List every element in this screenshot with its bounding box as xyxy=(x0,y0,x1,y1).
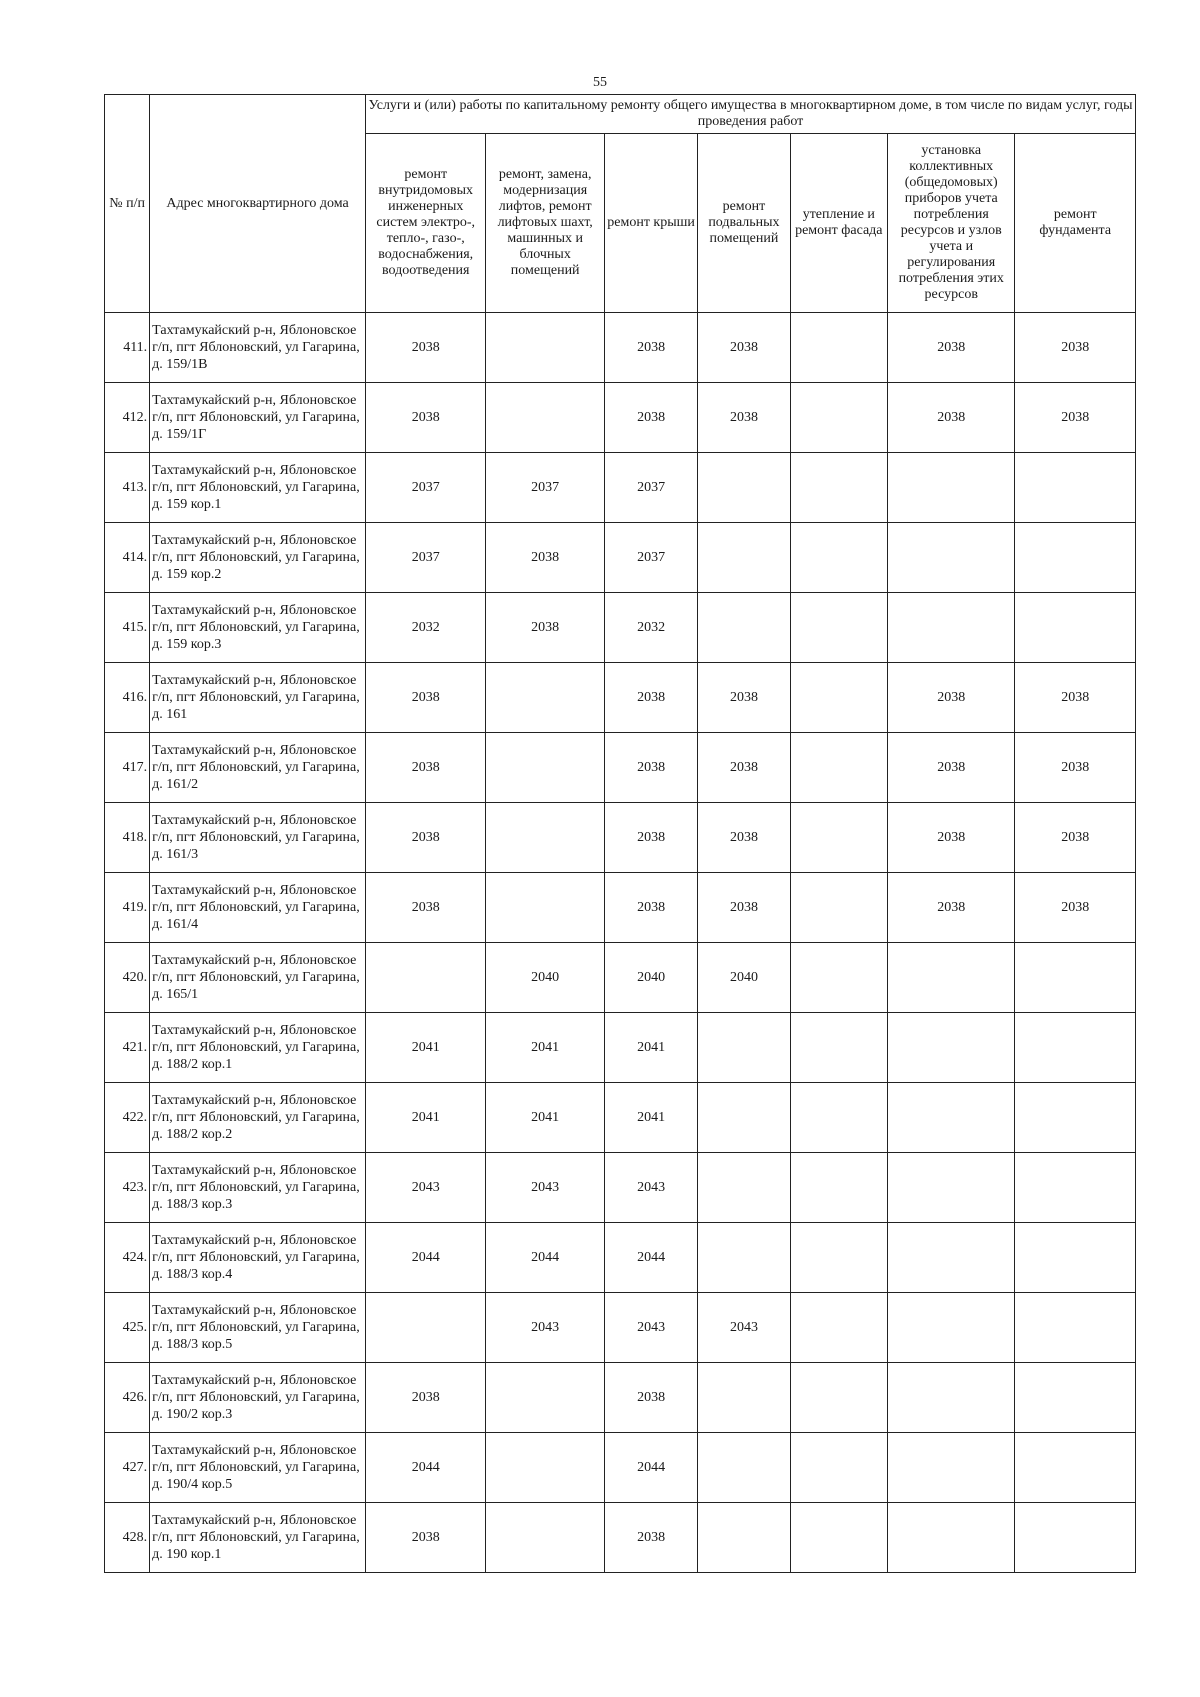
table-row xyxy=(105,803,1136,873)
row-address: Тахтамукайский р-н, Яблоновское г/п, пгт Яблоновский, ул Гагарина, д. 159 кор.3 xyxy=(150,593,366,663)
year-meters: 2038 xyxy=(887,733,1014,803)
year-elevators xyxy=(486,663,604,733)
year-foundation xyxy=(1015,1503,1136,1573)
year-basement xyxy=(698,1363,790,1433)
year-meters: 2038 xyxy=(887,663,1014,733)
row-number: 424. xyxy=(105,1223,150,1293)
year-elevators xyxy=(486,313,604,383)
year-engineering-systems: 2038 xyxy=(366,733,486,803)
year-foundation xyxy=(1015,1223,1136,1293)
year-roof: 2038 xyxy=(604,1363,697,1433)
year-meters xyxy=(887,1433,1014,1503)
row-number: 412. xyxy=(105,383,150,453)
year-foundation xyxy=(1015,1153,1136,1223)
year-foundation xyxy=(1015,1363,1136,1433)
year-roof: 2038 xyxy=(604,803,697,873)
year-facade xyxy=(790,803,887,873)
year-roof: 2037 xyxy=(604,453,697,523)
year-basement xyxy=(698,593,790,663)
table-row xyxy=(105,873,1136,943)
year-facade xyxy=(790,1083,887,1153)
year-meters xyxy=(887,523,1014,593)
year-engineering-systems xyxy=(366,1293,486,1363)
row-address: Тахтамукайский р-н, Яблоновское г/п, пгт Яблоновский, ул Гагарина, д. 190/4 кор.5 xyxy=(150,1433,366,1503)
year-meters xyxy=(887,1153,1014,1223)
year-elevators: 2040 xyxy=(486,943,604,1013)
year-meters xyxy=(887,1503,1014,1573)
year-meters xyxy=(887,1223,1014,1293)
year-basement: 2038 xyxy=(698,803,790,873)
year-engineering-systems: 2041 xyxy=(366,1083,486,1153)
year-facade xyxy=(790,1013,887,1083)
row-number: 413. xyxy=(105,453,150,523)
year-elevators xyxy=(486,873,604,943)
year-engineering-systems: 2044 xyxy=(366,1223,486,1293)
year-engineering-systems: 2041 xyxy=(366,1013,486,1083)
year-basement xyxy=(698,1013,790,1083)
col-header-basement: ремонт подвальных помещений xyxy=(698,134,790,313)
row-address: Тахтамукайский р-н, Яблоновское г/п, пгт Яблоновский, ул Гагарина, д. 159 кор.1 xyxy=(150,453,366,523)
year-engineering-systems: 2043 xyxy=(366,1153,486,1223)
year-basement xyxy=(698,523,790,593)
row-address: Тахтамукайский р-н, Яблоновское г/п, пгт Яблоновский, ул Гагарина, д. 190 кор.1 xyxy=(150,1503,366,1573)
year-foundation: 2038 xyxy=(1015,873,1136,943)
row-address: Тахтамукайский р-н, Яблоновское г/п, пгт Яблоновский, ул Гагарина, д. 159/1Г xyxy=(150,383,366,453)
year-basement xyxy=(698,1223,790,1293)
year-roof: 2037 xyxy=(604,523,697,593)
year-roof: 2038 xyxy=(604,873,697,943)
year-basement xyxy=(698,453,790,523)
year-facade xyxy=(790,1293,887,1363)
table-row xyxy=(105,1433,1136,1503)
year-elevators: 2038 xyxy=(486,593,604,663)
year-foundation xyxy=(1015,593,1136,663)
year-basement: 2038 xyxy=(698,383,790,453)
year-basement: 2038 xyxy=(698,663,790,733)
year-foundation: 2038 xyxy=(1015,383,1136,453)
year-foundation xyxy=(1015,453,1136,523)
row-number: 415. xyxy=(105,593,150,663)
year-roof: 2038 xyxy=(604,383,697,453)
year-facade xyxy=(790,1503,887,1573)
year-roof: 2044 xyxy=(604,1223,697,1293)
year-elevators xyxy=(486,1503,604,1573)
year-basement xyxy=(698,1153,790,1223)
row-address: Тахтамукайский р-н, Яблоновское г/п, пгт Яблоновский, ул Гагарина, д. 161/3 xyxy=(150,803,366,873)
year-foundation xyxy=(1015,523,1136,593)
row-address: Тахтамукайский р-н, Яблоновское г/п, пгт Яблоновский, ул Гагарина, д. 161 xyxy=(150,663,366,733)
row-address: Тахтамукайский р-н, Яблоновское г/п, пгт Яблоновский, ул Гагарина, д. 159 кор.2 xyxy=(150,523,366,593)
year-foundation xyxy=(1015,1013,1136,1083)
year-elevators xyxy=(486,1363,604,1433)
table-row xyxy=(105,313,1136,383)
year-engineering-systems: 2038 xyxy=(366,1363,486,1433)
year-meters xyxy=(887,1013,1014,1083)
year-engineering-systems xyxy=(366,943,486,1013)
year-roof: 2041 xyxy=(604,1083,697,1153)
table-row xyxy=(105,733,1136,803)
year-facade xyxy=(790,943,887,1013)
year-facade xyxy=(790,663,887,733)
year-meters: 2038 xyxy=(887,803,1014,873)
table-row xyxy=(105,1083,1136,1153)
year-foundation xyxy=(1015,1433,1136,1503)
row-number: 426. xyxy=(105,1363,150,1433)
year-elevators: 2041 xyxy=(486,1083,604,1153)
row-address: Тахтамукайский р-н, Яблоновское г/п, пгт Яблоновский, ул Гагарина, д. 190/2 кор.3 xyxy=(150,1363,366,1433)
services-header: Услуги и (или) работы по капитальному ремонту общего имущества в многоквартирном доме, в том числе по видам услуг, годы проведения работ xyxy=(366,95,1136,134)
row-number: 425. xyxy=(105,1293,150,1363)
year-engineering-systems: 2038 xyxy=(366,663,486,733)
col-header-elevators: ремонт, замена, модернизация лифтов, ремонт лифтовых шахт, машинных и блочных помещений xyxy=(486,134,604,313)
col-header-foundation: ремонт фундамента xyxy=(1015,134,1136,313)
row-address: Тахтамукайский р-н, Яблоновское г/п, пгт Яблоновский, ул Гагарина, д. 161/2 xyxy=(150,733,366,803)
year-facade xyxy=(790,1363,887,1433)
table-row xyxy=(105,593,1136,663)
year-foundation: 2038 xyxy=(1015,733,1136,803)
year-foundation xyxy=(1015,943,1136,1013)
year-meters: 2038 xyxy=(887,383,1014,453)
row-address: Тахтамукайский р-н, Яблоновское г/п, пгт Яблоновский, ул Гагарина, д. 188/2 кор.1 xyxy=(150,1013,366,1083)
year-facade xyxy=(790,313,887,383)
year-facade xyxy=(790,453,887,523)
page-number: 55 xyxy=(593,75,607,90)
year-engineering-systems: 2038 xyxy=(366,803,486,873)
table-row xyxy=(105,663,1136,733)
year-facade xyxy=(790,1223,887,1293)
year-engineering-systems: 2038 xyxy=(366,383,486,453)
row-number: 419. xyxy=(105,873,150,943)
row-address: Тахтамукайский р-н, Яблоновское г/п, пгт Яблоновский, ул Гагарина, д. 188/3 кор.3 xyxy=(150,1153,366,1223)
year-roof: 2041 xyxy=(604,1013,697,1083)
year-facade xyxy=(790,593,887,663)
year-elevators xyxy=(486,383,604,453)
table-row xyxy=(105,943,1136,1013)
year-meters: 2038 xyxy=(887,873,1014,943)
row-address: Тахтамукайский р-н, Яблоновское г/п, пгт Яблоновский, ул Гагарина, д. 159/1В xyxy=(150,313,366,383)
year-engineering-systems: 2038 xyxy=(366,313,486,383)
row-number: 422. xyxy=(105,1083,150,1153)
year-meters xyxy=(887,593,1014,663)
year-basement xyxy=(698,1503,790,1573)
row-number: 411. xyxy=(105,313,150,383)
col-header-address: Адрес многоквартирного дома xyxy=(150,95,366,313)
year-roof: 2038 xyxy=(604,1503,697,1573)
year-elevators xyxy=(486,733,604,803)
year-elevators xyxy=(486,1433,604,1503)
year-meters xyxy=(887,943,1014,1013)
year-engineering-systems: 2038 xyxy=(366,1503,486,1573)
row-address: Тахтамукайский р-н, Яблоновское г/п, пгт Яблоновский, ул Гагарина, д. 165/1 xyxy=(150,943,366,1013)
year-engineering-systems: 2038 xyxy=(366,873,486,943)
table-row xyxy=(105,1503,1136,1573)
year-facade xyxy=(790,1433,887,1503)
year-elevators: 2043 xyxy=(486,1293,604,1363)
year-engineering-systems: 2032 xyxy=(366,593,486,663)
year-facade xyxy=(790,733,887,803)
year-roof: 2043 xyxy=(604,1293,697,1363)
row-number: 418. xyxy=(105,803,150,873)
table-row xyxy=(105,383,1136,453)
row-number: 428. xyxy=(105,1503,150,1573)
table-row xyxy=(105,453,1136,523)
table-row xyxy=(105,1363,1136,1433)
year-foundation: 2038 xyxy=(1015,663,1136,733)
year-elevators: 2041 xyxy=(486,1013,604,1083)
year-meters xyxy=(887,1083,1014,1153)
row-number: 416. xyxy=(105,663,150,733)
year-elevators: 2038 xyxy=(486,523,604,593)
table-row xyxy=(105,1293,1136,1363)
row-address: Тахтамукайский р-н, Яблоновское г/п, пгт Яблоновский, ул Гагарина, д. 188/3 кор.5 xyxy=(150,1293,366,1363)
year-basement: 2038 xyxy=(698,873,790,943)
row-number: 414. xyxy=(105,523,150,593)
year-roof: 2040 xyxy=(604,943,697,1013)
year-elevators: 2037 xyxy=(486,453,604,523)
year-roof: 2038 xyxy=(604,663,697,733)
row-number: 427. xyxy=(105,1433,150,1503)
year-roof: 2044 xyxy=(604,1433,697,1503)
year-meters xyxy=(887,1363,1014,1433)
table-row xyxy=(105,1223,1136,1293)
year-facade xyxy=(790,523,887,593)
year-engineering-systems: 2037 xyxy=(366,453,486,523)
year-basement xyxy=(698,1433,790,1503)
col-header-meters: установка коллективных (общедомовых) приборов учета потребления ресурсов и узлов учета и регулирования потребления этих ресурсов xyxy=(887,134,1014,313)
capital-repair-table xyxy=(104,94,1136,1573)
col-header-engineering-systems: ремонт внутридомовых инженерных систем электро-, тепло-, газо-, водоснабжения, водоотведения xyxy=(366,134,486,313)
year-facade xyxy=(790,383,887,453)
table-row xyxy=(105,523,1136,593)
year-foundation: 2038 xyxy=(1015,803,1136,873)
year-meters xyxy=(887,1293,1014,1363)
year-roof: 2043 xyxy=(604,1153,697,1223)
row-number: 421. xyxy=(105,1013,150,1083)
year-elevators xyxy=(486,803,604,873)
year-basement: 2038 xyxy=(698,733,790,803)
year-roof: 2038 xyxy=(604,733,697,803)
year-facade xyxy=(790,873,887,943)
row-number: 417. xyxy=(105,733,150,803)
year-meters xyxy=(887,453,1014,523)
year-foundation xyxy=(1015,1083,1136,1153)
year-basement: 2040 xyxy=(698,943,790,1013)
year-meters: 2038 xyxy=(887,313,1014,383)
col-header-number: № п/п xyxy=(105,95,150,313)
year-facade xyxy=(790,1153,887,1223)
year-roof: 2032 xyxy=(604,593,697,663)
year-elevators: 2043 xyxy=(486,1153,604,1223)
row-address: Тахтамукайский р-н, Яблоновское г/п, пгт Яблоновский, ул Гагарина, д. 188/3 кор.4 xyxy=(150,1223,366,1293)
row-number: 423. xyxy=(105,1153,150,1223)
row-number: 420. xyxy=(105,943,150,1013)
year-basement: 2043 xyxy=(698,1293,790,1363)
table-row xyxy=(105,1153,1136,1223)
year-elevators: 2044 xyxy=(486,1223,604,1293)
table-row xyxy=(105,1013,1136,1083)
col-header-roof: ремонт крыши xyxy=(604,134,697,313)
row-address: Тахтамукайский р-н, Яблоновское г/п, пгт Яблоновский, ул Гагарина, д. 161/4 xyxy=(150,873,366,943)
year-basement: 2038 xyxy=(698,313,790,383)
year-engineering-systems: 2044 xyxy=(366,1433,486,1503)
year-basement xyxy=(698,1083,790,1153)
year-foundation xyxy=(1015,1293,1136,1363)
year-engineering-systems: 2037 xyxy=(366,523,486,593)
year-roof: 2038 xyxy=(604,313,697,383)
col-header-facade: утепление и ремонт фасада xyxy=(790,134,887,313)
row-address: Тахтамукайский р-н, Яблоновское г/п, пгт Яблоновский, ул Гагарина, д. 188/2 кор.2 xyxy=(150,1083,366,1153)
year-foundation: 2038 xyxy=(1015,313,1136,383)
